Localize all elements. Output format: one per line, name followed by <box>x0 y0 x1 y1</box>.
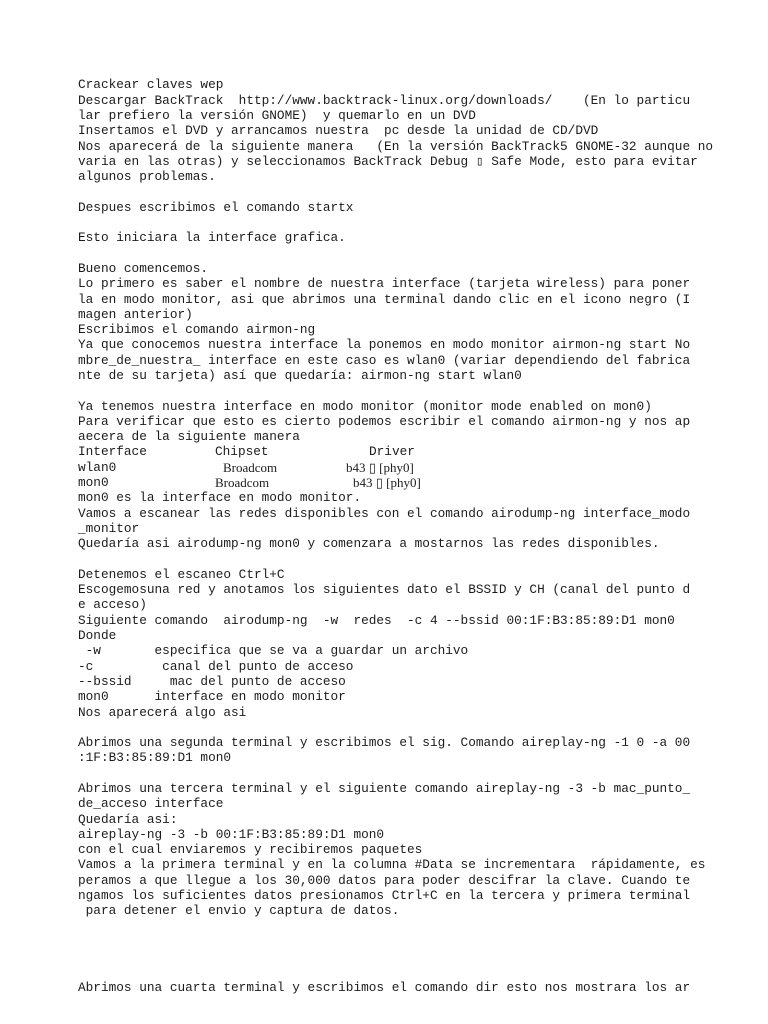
option-line: -c canal del punto de acceso <box>78 658 354 674</box>
paragraph-second-terminal <box>78 735 758 766</box>
table-cell-interface: mon0 <box>78 475 109 491</box>
paragraph-airodump-capture <box>78 567 758 720</box>
text-line: Descargar BackTrack http://www.backtrack-linux.org/downloads/ (En lo particu <box>78 92 691 108</box>
text-line: de_acceso interface <box>78 796 224 812</box>
text-line: Nos aparecerá de la siguiente manera (En la versión BackTrack5 GNOME-32 aunque no <box>78 138 714 154</box>
text-line: Lo primero es saber el nombre de nuestra interface (tarjeta wireless) para poner <box>78 276 691 292</box>
text-line: Ya que conocemos nuestra interface la ponemos en modo monitor airmon-ng start No <box>78 337 691 353</box>
text-line: lar prefiero la versión GNOME) y quemarlo en un DVD <box>78 107 476 123</box>
command-line: Siguiente comando airodump-ng -w redes -c 4 --bssid 00:1F:B3:85:89:D1 mon0 <box>78 612 675 628</box>
text-line: Despues escribimos el comando startx <box>78 199 354 215</box>
table-header-row <box>78 444 758 459</box>
text-line: :1F:B3:85:89:D1 mon0 <box>78 750 232 766</box>
text-line: e acceso) <box>78 597 147 613</box>
text-line: nte de su tarjeta) así que quedaría: airmon-ng start wlan0 <box>78 367 522 383</box>
text-line: Escribimos el comando airmon-ng <box>78 322 316 338</box>
table-cell-driver: b43 ▯ [phy0] <box>353 475 421 491</box>
paragraph-graphical-interface <box>78 230 758 245</box>
text-line: Abrimos una segunda terminal y escribimos el sig. Comando aireplay-ng -1 0 -a 00 <box>78 735 691 751</box>
interface-table <box>78 444 758 490</box>
document-title: Crackear claves wep <box>78 77 224 93</box>
text-line: Escogemosuna red y anotamos los siguientes dato el BSSID y CH (canal del punto d <box>78 582 691 598</box>
paragraph-monitor-mode <box>78 399 758 552</box>
text-line: Para verificar que esto es cierto podemos escribir el comando airmon-ng y nos ap <box>78 413 691 429</box>
text-line: Detenemos el escaneo Ctrl+C <box>78 566 285 582</box>
table-row <box>78 460 758 475</box>
text-line: con el cual enviaremos y recibiremos paquetes <box>78 842 423 858</box>
table-cell-interface: wlan0 <box>78 459 117 475</box>
text-line: Ya tenemos nuestra interface en modo monitor (monitor mode enabled on mon0) <box>78 398 652 414</box>
text-line: _monitor <box>78 520 140 536</box>
text-line: para detener el envio y captura de datos. <box>78 903 400 919</box>
text-line: Bueno comencemos. <box>78 260 209 276</box>
text-line: ngamos los suficientes datos presionamos Ctrl+C en la tercera y primera terminal <box>78 888 691 904</box>
text-line: Quedaría asi airodump-ng mon0 y comenzara a mostarnos las redes disponibles. <box>78 536 660 552</box>
table-cell-chipset: Broadcom <box>223 459 278 475</box>
text-line: Donde <box>78 628 117 644</box>
text-line: mon0 es la interface en modo monitor. <box>78 490 362 506</box>
text-line: Vamos a escanear las redes disponibles con el comando airodump-ng interface_modo <box>78 505 691 521</box>
text-line: la en modo monitor, asi que abrimos una terminal dando clic en el icono negro (I <box>78 291 691 307</box>
text-line: algunos problemas. <box>78 169 216 185</box>
table-header-cell: Chipset <box>215 444 269 460</box>
table-row <box>78 475 758 490</box>
text-line: Abrimos una tercera terminal y el siguiente comando aireplay-ng -3 -b mac_punto_ <box>78 781 691 796</box>
text-line: aecera de la siguiente manera <box>78 429 300 445</box>
text-line: Nos aparecerá algo asi <box>78 704 247 720</box>
text-line: mbre_de_nuestra_ interface en este caso es wlan0 (variar dependiendo del fabrica <box>78 352 691 368</box>
option-line: mon0 interface en modo monitor <box>78 689 346 705</box>
text-line: peramos a que llegue a los 30,000 datos para poder descifrar la clave. Cuando te <box>78 872 691 888</box>
text-line: Esto iniciara la interface grafica. <box>78 230 346 246</box>
text-line: Vamos a la primera terminal y en la columna #Data se incrementara rápidamente, es <box>78 857 706 873</box>
table-header-cell: Interface <box>78 444 147 460</box>
option-line: --bssid mac del punto de acceso <box>78 673 346 689</box>
text-line: Abrimos una cuarta terminal y escribimos el comando dir esto nos mostrara los ar <box>78 979 691 995</box>
text-line: magen anterior) <box>78 306 193 322</box>
paragraph-startx <box>78 200 758 215</box>
option-line: -w especifica que se va a guardar un archivo <box>78 643 469 659</box>
command-line: aireplay-ng -3 -b 00:1F:B3:85:89:D1 mon0 <box>78 826 385 842</box>
table-cell-chipset: Broadcom <box>215 475 270 491</box>
text-line: varia en las otras) y seleccionamos BackTrack Debug ▯ Safe Mode, esto para evitar <box>78 153 698 169</box>
paragraph-airmon-start <box>78 261 758 383</box>
table-cell-driver: b43 ▯ [phy0] <box>346 459 414 475</box>
paragraph-download-instructions <box>78 93 758 185</box>
paragraph-third-terminal <box>78 781 758 919</box>
document-body <box>78 77 758 995</box>
table-header-cell: Driver <box>369 444 415 460</box>
text-line: Insertamos el DVD y arrancamos nuestra pc desde la unidad de CD/DVD <box>78 123 599 139</box>
text-line: Quedaría asi: <box>78 811 178 827</box>
paragraph-fourth-terminal <box>78 980 758 995</box>
